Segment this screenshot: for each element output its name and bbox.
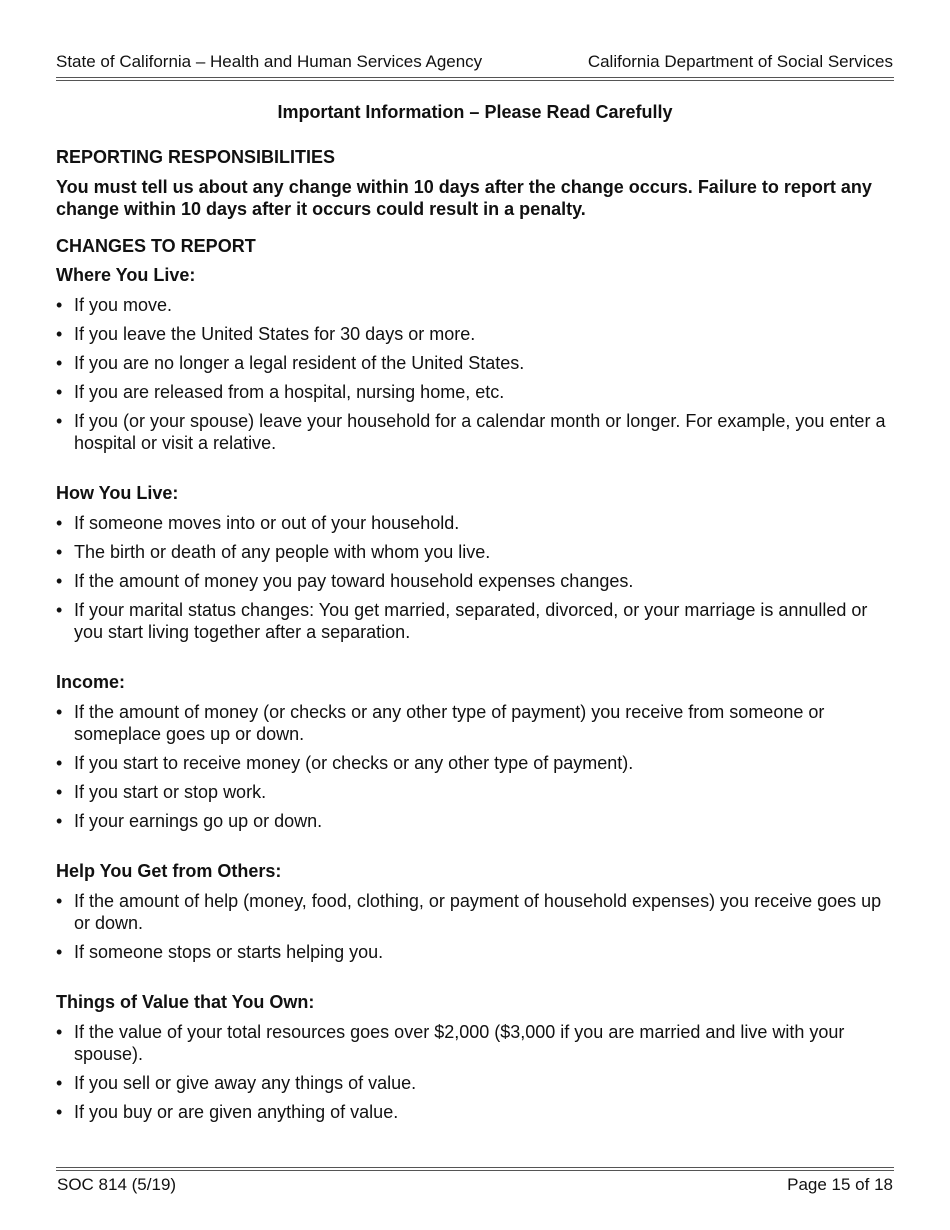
bullet-icon: •: [56, 1102, 63, 1122]
bullet-icon: •: [56, 382, 63, 402]
list-item: • If you buy or are given anything of value.: [56, 1102, 399, 1122]
bullet-icon: •: [56, 811, 63, 831]
section-how-you-live: [56, 482, 896, 643]
list-item: • The birth or death of any people with whom you live.: [56, 542, 491, 562]
list-item: • If you leave the United States for 30 days or more.: [56, 324, 476, 344]
list-item: • If the amount of help (money, food, clothing, or payment of household expenses) you receive goes up or down.: [56, 891, 882, 933]
header-rule: [56, 77, 894, 78]
section-heading: Help You Get from Others:: [56, 861, 282, 881]
bullet-icon: •: [56, 1073, 63, 1093]
list-item: • If the amount of money you pay toward household expenses changes.: [56, 571, 634, 591]
list-item: • If someone stops or starts helping you.: [56, 942, 384, 962]
bullet-icon: •: [56, 513, 63, 533]
section-heading: Where You Live:: [56, 265, 196, 285]
bullet-icon: •: [56, 891, 63, 911]
document-body: [56, 146, 896, 1130]
list-item: • If you are no longer a legal resident of the United States.: [56, 353, 525, 373]
reporting-notice: You must tell us about any change within 10 days after the change occurs. Failure to report any change within 10 days after it occurs could result in a penalty.: [56, 177, 872, 219]
header-agency: State of California – Health and Human Services Agency: [56, 52, 483, 71]
section-help-from-others: [56, 860, 896, 963]
bullet-icon: •: [56, 571, 63, 591]
section-things-of-value: [56, 991, 896, 1123]
bullet-icon: •: [56, 1022, 63, 1042]
list-item: • If you start or stop work.: [56, 782, 267, 802]
bullet-icon: •: [56, 702, 63, 722]
changes-heading: CHANGES TO REPORT: [56, 236, 256, 256]
section-where-you-live: [56, 264, 896, 454]
list-item: • If you are released from a hospital, nursing home, etc.: [56, 382, 505, 402]
header-rule-double: [56, 80, 894, 81]
list-item: • If the value of your total resources goes over $2,000 ($3,000 if you are married and live with your spouse).: [56, 1022, 845, 1064]
section-heading: Things of Value that You Own:: [56, 992, 315, 1012]
list-item: • If someone moves into or out of your household.: [56, 513, 460, 533]
section-heading: How You Live:: [56, 483, 179, 503]
bullet-icon: •: [56, 295, 63, 315]
header-department: California Department of Social Services: [587, 52, 893, 71]
bullet-icon: •: [56, 782, 63, 802]
bullet-icon: •: [56, 942, 63, 962]
list-item: • If you move.: [56, 295, 173, 315]
footer-rule: [56, 1167, 894, 1168]
page-footer: [57, 1175, 893, 1195]
list-item: • If you start to receive money (or checks or any other type of payment).: [56, 753, 634, 773]
list-item: • If you (or your spouse) leave your household for a calendar month or longer. For example, you enter a hospital or visit a relative.: [56, 411, 886, 453]
list-item: • If you sell or give away any things of value.: [56, 1073, 417, 1093]
page-number: Page 15 of 18: [787, 1175, 893, 1194]
list-item: • If your earnings go up or down.: [56, 811, 323, 831]
document-title: Important Information – Please Read Carefully: [277, 102, 673, 122]
bullet-icon: •: [56, 411, 63, 431]
list-item: • If your marital status changes: You get married, separated, divorced, or your marriage is annulled or you start living together after a separation.: [56, 600, 868, 642]
section-income: [56, 671, 896, 832]
list-item: • If the amount of money (or checks or any other type of payment) you receive from someone or someplace goes up or down.: [56, 702, 825, 744]
bullet-icon: •: [56, 353, 63, 373]
page-header: [56, 52, 893, 72]
form-id: SOC 814 (5/19): [57, 1175, 177, 1194]
bullet-icon: •: [56, 324, 63, 344]
footer-rule-double: [56, 1170, 894, 1171]
bullet-icon: •: [56, 753, 63, 773]
bullet-icon: •: [56, 542, 63, 562]
reporting-heading: REPORTING RESPONSIBILITIES: [56, 147, 336, 167]
bullet-icon: •: [56, 600, 63, 620]
section-heading: Income:: [56, 672, 126, 692]
